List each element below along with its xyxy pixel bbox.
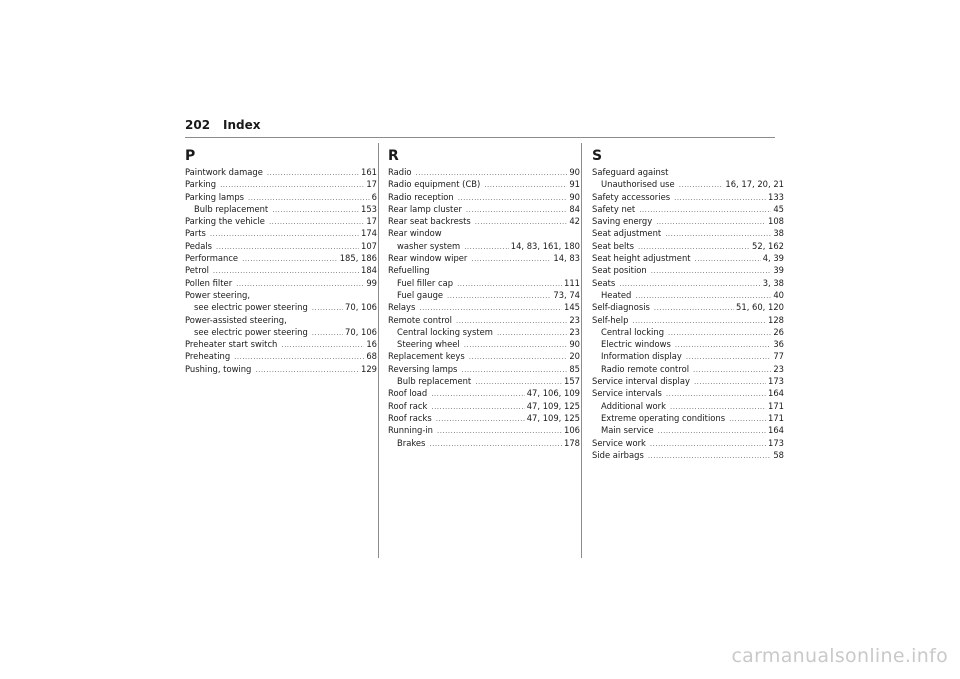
- dot-leader: [651, 264, 772, 276]
- entry-pages: 47, 106, 109: [526, 388, 580, 399]
- dot-leader: [635, 289, 771, 301]
- entry-pages: 16, 17, 20, 21: [725, 179, 784, 190]
- index-entry: [388, 301, 580, 313]
- index-entry: [388, 178, 580, 190]
- dot-leader: [694, 375, 766, 387]
- entry-pages: 39: [773, 265, 784, 276]
- index-entry: [185, 289, 377, 301]
- entry-label: Central locking system: [397, 326, 493, 337]
- entry-pages: 173: [768, 376, 784, 387]
- entry-pages: 14, 83, 161, 180: [510, 240, 580, 251]
- index-entry: [185, 215, 377, 227]
- entry-label: Roof rack: [388, 400, 428, 411]
- column-divider: [378, 143, 379, 558]
- entry-pages: 171: [768, 400, 784, 411]
- index-subentry: [388, 338, 580, 350]
- entry-label: Main service: [601, 425, 654, 436]
- dot-leader: [693, 363, 771, 375]
- entry-label: Refuelling: [388, 265, 430, 276]
- index-entry: [185, 338, 377, 350]
- entry-pages: 36: [773, 339, 784, 350]
- index-subentry: [592, 412, 784, 424]
- entry-label: Saving energy: [592, 216, 653, 227]
- index-entry: [388, 264, 580, 276]
- entry-label: Extreme operating conditions: [601, 412, 726, 423]
- entry-pages: 47, 109, 125: [526, 400, 580, 411]
- entry-pages: 26: [773, 326, 784, 337]
- index-column-r: [388, 146, 580, 449]
- index-subentry: [592, 326, 784, 338]
- index-entry: [592, 301, 784, 313]
- dot-leader: [234, 350, 364, 362]
- entry-label: Self-diagnosis: [592, 302, 650, 313]
- index-subentry: [185, 326, 377, 338]
- entry-pages: 6: [371, 191, 377, 202]
- entry-label: Seat adjustment: [592, 228, 662, 239]
- index-entry: [185, 350, 377, 362]
- entry-label: Roof racks: [388, 412, 432, 423]
- section-letter: P: [185, 148, 196, 164]
- entry-label: Radio remote control: [601, 363, 690, 374]
- entry-label: Service intervals: [592, 388, 662, 399]
- entry-pages: 184: [361, 265, 377, 276]
- dot-leader: [416, 166, 568, 178]
- entry-label: Seat position: [592, 265, 647, 276]
- dot-leader: [654, 301, 734, 313]
- dot-leader: [220, 178, 364, 190]
- index-entry: [592, 375, 784, 387]
- index-entry: [388, 215, 580, 227]
- entry-pages: 85: [569, 363, 580, 374]
- index-subentry: [592, 363, 784, 375]
- entry-label: Electric windows: [601, 339, 671, 350]
- index-subentry: [592, 400, 784, 412]
- dot-leader: [464, 338, 568, 350]
- dot-leader: [695, 252, 761, 264]
- index-entry: [388, 191, 580, 203]
- dot-leader: [686, 350, 771, 362]
- entry-label: Parking lamps: [185, 191, 245, 202]
- entry-label: Rear seat backrests: [388, 216, 471, 227]
- entry-label: Radio reception: [388, 191, 454, 202]
- dot-leader: [216, 240, 359, 252]
- index-entry: [592, 387, 784, 399]
- dot-leader: [484, 178, 567, 190]
- entry-pages: 128: [768, 314, 784, 325]
- dot-leader: [272, 203, 359, 215]
- entry-pages: 90: [569, 339, 580, 350]
- index-entry: [592, 437, 784, 449]
- entry-label: Rear window: [388, 228, 442, 239]
- index-entry: [185, 191, 377, 203]
- index-entry: [388, 424, 580, 436]
- entry-label: Heated: [601, 289, 632, 300]
- dot-leader: [458, 191, 568, 203]
- dot-leader: [639, 203, 771, 215]
- index-entry: [592, 314, 784, 326]
- entry-pages: 164: [768, 388, 784, 399]
- entry-label: Roof load: [388, 388, 428, 399]
- index-entry: [388, 412, 580, 424]
- entry-pages: 42: [569, 216, 580, 227]
- index-subentry: [388, 375, 580, 387]
- entry-label: Power steering,: [185, 289, 250, 300]
- index-entry: [185, 178, 377, 190]
- entry-pages: 107: [361, 240, 377, 251]
- entry-pages: 77: [773, 351, 784, 362]
- dot-leader: [497, 326, 567, 338]
- entry-pages: 14, 83: [553, 253, 580, 264]
- entry-label: Safety net: [592, 203, 636, 214]
- index-entries: [388, 166, 580, 449]
- entry-pages: 40: [773, 289, 784, 300]
- index-subentry: [388, 326, 580, 338]
- entry-pages: 52, 162: [752, 240, 784, 251]
- entry-label: see electric power steering: [194, 326, 308, 337]
- entry-pages: 171: [768, 412, 784, 423]
- dot-leader: [269, 215, 364, 227]
- entry-label: Safety accessories: [592, 191, 671, 202]
- entry-label: Safeguard against: [592, 167, 669, 177]
- entry-pages: 17: [366, 216, 377, 227]
- entry-label: Bulb replacement: [194, 203, 269, 214]
- index-subentry: [592, 178, 784, 190]
- index-entry: [388, 252, 580, 264]
- entry-pages: 111: [564, 277, 580, 288]
- index-entry: [592, 277, 784, 289]
- entry-pages: 90: [569, 167, 580, 177]
- dot-leader: [670, 400, 766, 412]
- index-subentry: [592, 289, 784, 301]
- entry-pages: 23: [569, 314, 580, 325]
- index-subentry: [388, 289, 580, 301]
- index-entry: [592, 252, 784, 264]
- dot-leader: [312, 326, 343, 338]
- index-subentry: [185, 203, 377, 215]
- index-entry: [185, 166, 377, 178]
- dot-leader: [431, 387, 525, 399]
- watermark: carmanualsonline.info: [731, 645, 948, 667]
- entry-pages: 20: [569, 351, 580, 362]
- entry-pages: 108: [768, 216, 784, 227]
- dot-leader: [466, 203, 567, 215]
- dot-leader: [666, 387, 766, 399]
- dot-leader: [419, 301, 562, 313]
- index-entry: [388, 400, 580, 412]
- dot-leader: [475, 215, 568, 227]
- dot-leader: [457, 277, 562, 289]
- entry-label: Information display: [601, 351, 682, 362]
- dot-leader: [469, 350, 568, 362]
- index-entry: [388, 227, 580, 239]
- entry-pages: 84: [569, 203, 580, 214]
- entry-pages: 70, 106: [345, 326, 377, 337]
- entry-pages: 58: [773, 449, 784, 460]
- index-entry: [592, 240, 784, 252]
- entry-pages: 68: [366, 351, 377, 362]
- dot-leader: [210, 227, 359, 239]
- entry-label: Remote control: [388, 314, 453, 325]
- index-entry: [592, 191, 784, 203]
- section-letter: S: [592, 148, 603, 164]
- entry-label: Radio equipment (CB): [388, 179, 481, 190]
- entry-pages: 16: [366, 339, 377, 350]
- dot-leader: [236, 277, 364, 289]
- dot-leader: [648, 449, 772, 461]
- entry-pages: 17: [366, 179, 377, 190]
- entry-label: Pushing, towing: [185, 363, 252, 374]
- index-entry: [592, 449, 784, 461]
- dot-leader: [650, 437, 766, 449]
- index-entry: [388, 350, 580, 362]
- dot-leader: [668, 326, 771, 338]
- entry-label: Seat height adjustment: [592, 253, 691, 264]
- dot-leader: [248, 191, 370, 203]
- dot-leader: [665, 227, 771, 239]
- entry-pages: 145: [564, 302, 580, 313]
- dot-leader: [475, 375, 562, 387]
- index-entries: [185, 166, 377, 375]
- dot-leader: [436, 412, 525, 424]
- entry-label: Replacement keys: [388, 351, 465, 362]
- entry-pages: 45: [773, 203, 784, 214]
- entry-label: Pollen filter: [185, 277, 233, 288]
- entry-label: washer system: [397, 240, 461, 251]
- entry-pages: 90: [569, 191, 580, 202]
- entry-label: Brakes: [397, 437, 426, 448]
- index-subentry: [592, 350, 784, 362]
- dot-leader: [729, 412, 766, 424]
- page-title: Index: [223, 118, 261, 132]
- dot-leader: [429, 437, 562, 449]
- index-entry: [388, 314, 580, 326]
- index-column-s: [592, 146, 784, 461]
- entry-pages: 99: [366, 277, 377, 288]
- entry-label: Side airbags: [592, 449, 644, 460]
- index-column-p: [185, 146, 377, 375]
- entry-label: Fuel gauge: [397, 289, 444, 300]
- entry-pages: 38: [773, 228, 784, 239]
- entry-label: Service interval display: [592, 376, 690, 387]
- entry-label: Seat belts: [592, 240, 634, 251]
- entry-label: Steering wheel: [397, 339, 460, 350]
- entry-label: Additional work: [601, 400, 666, 411]
- entry-pages: 157: [564, 376, 580, 387]
- entry-label: Relays: [388, 302, 416, 313]
- index-entry: [185, 252, 377, 264]
- entry-pages: 4, 39: [762, 253, 784, 264]
- entry-label: Preheating: [185, 351, 231, 362]
- dot-leader: [461, 363, 567, 375]
- dot-leader: [464, 240, 509, 252]
- entry-pages: 47, 109, 125: [526, 412, 580, 423]
- dot-leader: [675, 338, 771, 350]
- entry-label: Unauthorised use: [601, 179, 675, 190]
- dot-leader: [679, 178, 724, 190]
- entry-label: Performance: [185, 253, 239, 264]
- entry-label: Running-in: [388, 425, 433, 436]
- dot-leader: [619, 277, 760, 289]
- dot-leader: [255, 363, 359, 375]
- entry-label: Radio: [388, 167, 412, 177]
- page-header: [185, 117, 775, 138]
- index-entry: [185, 363, 377, 375]
- index-entry: [185, 277, 377, 289]
- index-entry: [388, 203, 580, 215]
- dot-leader: [656, 215, 766, 227]
- entry-label: Reversing lamps: [388, 363, 458, 374]
- entry-pages: 164: [768, 425, 784, 436]
- entry-pages: 161: [361, 167, 377, 177]
- entry-pages: 106: [564, 425, 580, 436]
- dot-leader: [674, 191, 766, 203]
- dot-leader: [267, 166, 359, 178]
- index-entry: [592, 203, 784, 215]
- index-subentry: [388, 240, 580, 252]
- page-number: 202: [185, 118, 211, 132]
- index-entries: [592, 166, 784, 461]
- entry-pages: 23: [569, 326, 580, 337]
- index-entry: [388, 363, 580, 375]
- index-entry: [388, 387, 580, 399]
- index-subentry: [388, 437, 580, 449]
- entry-label: Rear lamp cluster: [388, 203, 462, 214]
- section-letter: R: [388, 148, 399, 164]
- entry-pages: 185, 186: [339, 253, 377, 264]
- entry-label: Petrol: [185, 265, 209, 276]
- entry-label: see electric power steering: [194, 302, 308, 313]
- entry-label: Service work: [592, 437, 646, 448]
- entry-pages: 178: [564, 437, 580, 448]
- entry-pages: 133: [768, 191, 784, 202]
- entry-label: Rear window wiper: [388, 253, 468, 264]
- entry-pages: 129: [361, 363, 377, 374]
- entry-pages: 174: [361, 228, 377, 239]
- index-subentry: [592, 424, 784, 436]
- entry-pages: 70, 106: [345, 302, 377, 313]
- dot-leader: [312, 301, 343, 313]
- index-entry: [592, 227, 784, 239]
- dot-leader: [213, 264, 359, 276]
- dot-leader: [242, 252, 338, 264]
- index-entry: [185, 314, 377, 326]
- dot-leader: [437, 424, 562, 436]
- dot-leader: [471, 252, 551, 264]
- index-entry: [592, 215, 784, 227]
- entry-pages: 23: [773, 363, 784, 374]
- entry-pages: 153: [361, 203, 377, 214]
- dot-leader: [638, 240, 750, 252]
- dot-leader: [632, 314, 766, 326]
- index-entry: [592, 264, 784, 276]
- entry-label: Paintwork damage: [185, 167, 263, 177]
- index-subentry: [185, 301, 377, 313]
- entry-label: Parking: [185, 179, 217, 190]
- column-divider: [581, 143, 582, 558]
- entry-label: Fuel filler cap: [397, 277, 454, 288]
- index-entry: [185, 227, 377, 239]
- entry-pages: 3, 38: [762, 277, 784, 288]
- entry-pages: 73, 74: [553, 289, 580, 300]
- dot-leader: [431, 400, 524, 412]
- entry-label: Power-assisted steering,: [185, 314, 287, 325]
- index-subentry: [388, 277, 580, 289]
- entry-pages: 51, 60, 120: [736, 302, 784, 313]
- index-entry: [185, 240, 377, 252]
- entry-label: Preheater start switch: [185, 339, 278, 350]
- dot-leader: [456, 314, 567, 326]
- entry-label: Bulb replacement: [397, 376, 472, 387]
- entry-label: Central locking: [601, 326, 665, 337]
- index-subentry: [592, 338, 784, 350]
- index-entry: [592, 166, 784, 178]
- entry-label: Seats: [592, 277, 616, 288]
- index-entry: [388, 166, 580, 178]
- index-entry: [185, 264, 377, 276]
- entry-pages: 173: [768, 437, 784, 448]
- entry-pages: 91: [569, 179, 580, 190]
- entry-label: Pedals: [185, 240, 213, 251]
- dot-leader: [281, 338, 364, 350]
- dot-leader: [658, 424, 766, 436]
- dot-leader: [447, 289, 551, 301]
- entry-label: Self-help: [592, 314, 629, 325]
- entry-label: Parking the vehicle: [185, 216, 265, 227]
- entry-label: Parts: [185, 228, 206, 239]
